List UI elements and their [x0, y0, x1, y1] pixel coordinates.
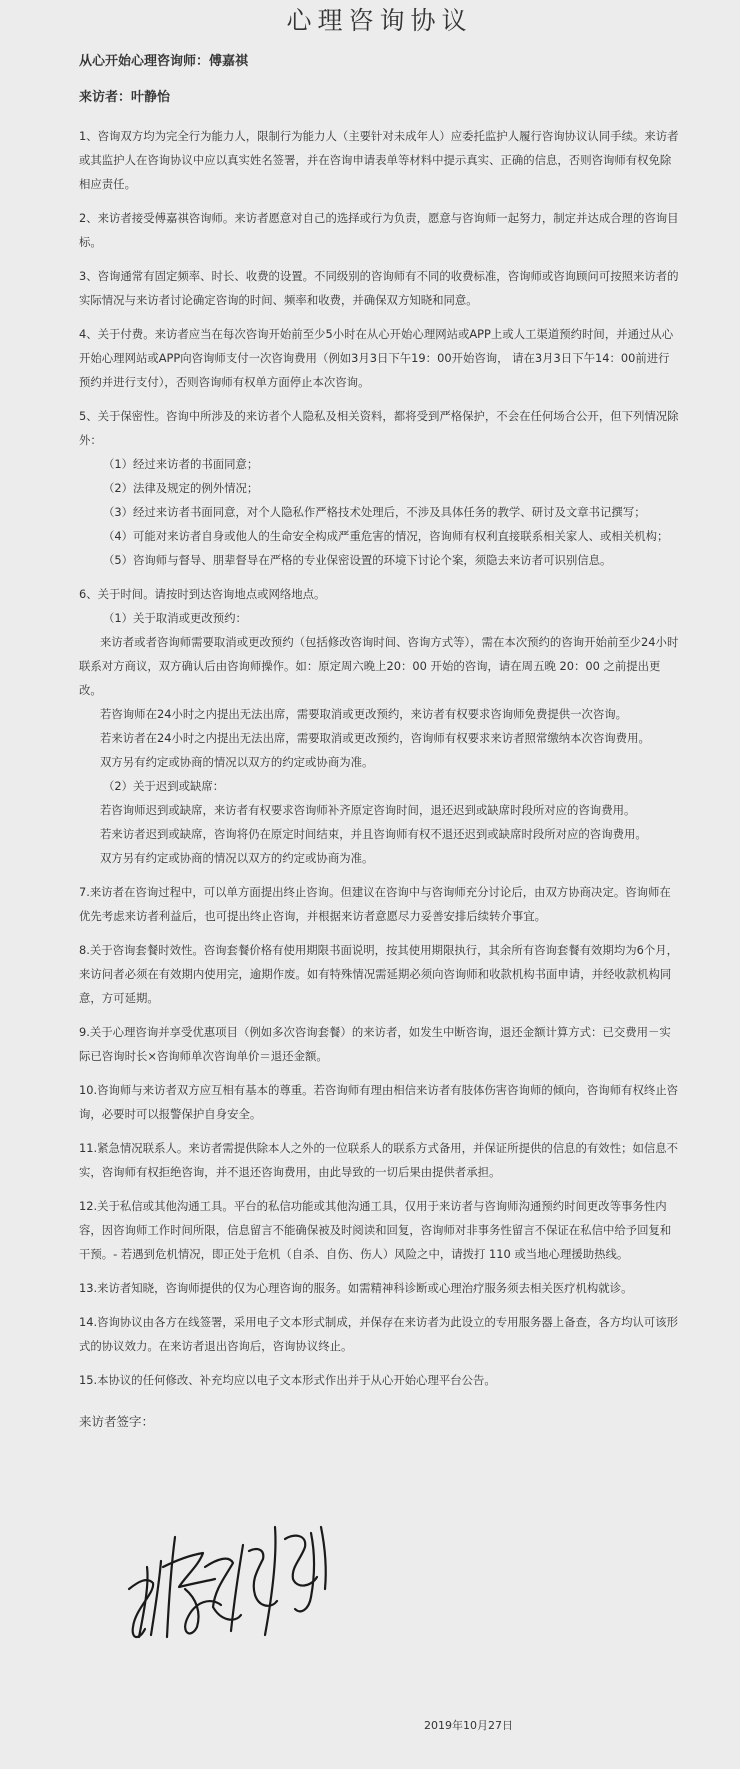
clause-6-sub1-line: 若咨询师在24小时之内提出无法出席，需要取消或更改预约，来访者有权要求咨询师免费提供一次咨询。: [100, 707, 628, 721]
clause-6-sub1-line: 来访者或者咨询师需要取消或更改预约（包括修改咨询时间、咨询方式等），需在本次预约的咨询开始前至少24小时联系对方商议，双方确认后由咨询师操作。如：原定周六晚上20：00 开始的咨询，请在周五晚 20：00 之前提出更改。: [79, 635, 679, 697]
clause-10: 10.咨询师与来访者双方应互相有基本的尊重。若咨询师有理由相信来访者有肢体伤害咨询师的倾向，咨询师有权终止咨询，必要时可以报警保护自身安全。: [79, 1083, 679, 1121]
clause-6-sub2-title: （2）关于迟到或缺席：: [103, 779, 225, 793]
clause-8: 8.关于咨询套餐时效性。咨询套餐价格有使用期限书面说明，按其使用期限执行，其余所有咨询套餐有效期均为6个月，来访问者必须在有效期内使用完，逾期作废。如有特殊情况需延期必须向咨询师和收款机构书面申请，并经收款机构同意，方可延期。: [79, 943, 679, 1005]
clause-5-intro: 5、关于保密性。咨询中所涉及的来访者个人隐私及相关资料，都将受到严格保护，不会在任何场合公开，但下列情况除外：: [79, 409, 679, 447]
clause-6: [79, 582, 680, 870]
signature-date: 2019年10月27日: [424, 1719, 513, 1732]
clause-6-sub1-line: 若来访者在24小时之内提出无法出席，需要取消或更改预约，咨询师有权要求来访者照常缴纳本次咨询费用。: [100, 731, 650, 745]
clause-1: 1、咨询双方均为完全行为能力人，限制行为能力人（主要针对未成年人）应委托监护人履行咨询协议认同手续。来访者或其监护人在咨询协议中应以真实姓名签署，并在咨询申请表单等材料中提示真实、正确的信息，否则咨询师有权免除相应责任。: [79, 129, 679, 191]
clause-6-sub2-line: 双方另有约定或协商的情况以双方的约定或协商为准。: [100, 851, 374, 865]
clause-5-item: （1）经过来访者的书面同意；: [103, 457, 259, 471]
clause-12: 12.关于私信或其他沟通工具。平台的私信功能或其他沟通工具，仅用于来访者与咨询师沟通预约时间更改等事务性内容，因咨询师工作时间所限，信息留言不能确保被及时阅读和回复，咨询师对非事务性留言不保证在私信中给予回复和干预。- 若遇到危机情况，即正处于危机（自杀、自伤、伤人）风险之中，请拨打 110 或当地心理援助热线。: [79, 1199, 672, 1261]
clause-6-sub2-line: 若来访者迟到或缺席，咨询将仍在原定时间结束，并且咨询师有权不退还迟到或缺席时段所对应的咨询费用。: [100, 827, 647, 841]
clause-11: 11.紧急情况联系人。来访者需提供除本人之外的一位联系人的联系方式备用，并保证所提供的信息的有效性；如信息不实，咨询师有权拒绝咨询，并不退还咨询费用，由此导致的一切后果由提供者承担。: [79, 1141, 679, 1179]
clause-14: 14.咨询协议由各方在线签署，采用电子文本形式制成，并保存在来访者为此设立的专用服务器上备查，各方均认可该形式的协议效力。在来访者退出咨询后，咨询协议终止。: [79, 1315, 679, 1353]
counselor-line: 从心开始心理咨询师：傅嘉祺: [79, 54, 249, 69]
signature-label: 来访者签字：: [79, 1414, 155, 1429]
clause-5-item: （5）咨询师与督导、朋辈督导在严格的专业保密设置的环境下讨论个案，须隐去来访者可识别信息。: [103, 553, 612, 567]
clause-6-sub1-line: 双方另有约定或协商的情况以双方的约定或协商为准。: [100, 755, 374, 769]
clause-2: 2、来访者接受傅嘉祺咨询师。来访者愿意对自己的选择或行为负责，愿意与咨询师一起努力，制定并达成合理的咨询目标。: [79, 211, 679, 249]
clause-9: 9.关于心理咨询并享受优惠项目（例如多次咨询套餐）的来访者，如发生中断咨询，退还金额计算方式：已交费用－实际已咨询时长×咨询师单次咨询单价＝退还金额。: [79, 1025, 671, 1063]
clause-list: [79, 124, 680, 1392]
clause-6-sub1-title: （1）关于取消或更改预约：: [103, 611, 247, 625]
clause-4: 4、关于付费。来访者应当在每次咨询开始前至少5小时在从心开始心理网站或APP上或人工渠道预约时间，并通过从心开始心理网站或APP向咨询师支付一次咨询费用（例如3月3日下午19：00开始咨询， 请在3月3日下午14：00前进行预约并进行支付），否则咨询师有权单方面停止本次咨询。: [79, 327, 674, 389]
clause-5-item: （4）可能对来访者自身或他人的生命安全构成严重危害的情况，咨询师有权利直接联系相关家人、或相关机构；: [103, 529, 669, 543]
clause-6-intro: 6、关于时间。请按时到达咨询地点或网络地点。: [79, 587, 326, 601]
clause-3: 3、咨询通常有固定频率、时长、收费的设置。不同级别的咨询师有不同的收费标准，咨询师或咨询顾问可按照来访者的实际情况与来访者讨论确定咨询的时间、频率和收费，并确保双方知晓和同意。: [79, 269, 679, 307]
clause-5: [79, 404, 680, 572]
clause-5-item: （2）法律及规定的例外情况；: [103, 481, 259, 495]
handwritten-signature: [125, 1497, 340, 1647]
clause-13: 13.来访者知晓，咨询师提供的仅为心理咨询的服务。如需精神科诊断或心理治疗服务须去相关医疗机构就诊。: [79, 1281, 633, 1295]
clause-15: 15.本协议的任何修改、补充均应以电子文本形式作出并于从心开始心理平台公告。: [79, 1373, 496, 1387]
clause-5-item: （3）经过来访者书面同意，对个人隐私作严格技术处理后，不涉及具体任务的教学、研讨及文章书记撰写；: [103, 505, 646, 519]
page-title: 心理咨询协议: [286, 6, 473, 35]
visitor-line: 来访者：叶静怡: [79, 90, 171, 105]
clause-7: 7.来访者在咨询过程中，可以单方面提出终止咨询。但建议在咨询中与咨询师充分讨论后，由双方协商决定。咨询师在优先考虑来访者利益后，也可提出终止咨询，并根据来访者意愿尽力妥善安排后续转介事宜。: [79, 885, 671, 923]
clause-6-sub2-line: 若咨询师迟到或缺席，来访者有权要求咨询师补齐原定咨询时间，退还迟到或缺席时段所对应的咨询费用。: [100, 803, 636, 817]
